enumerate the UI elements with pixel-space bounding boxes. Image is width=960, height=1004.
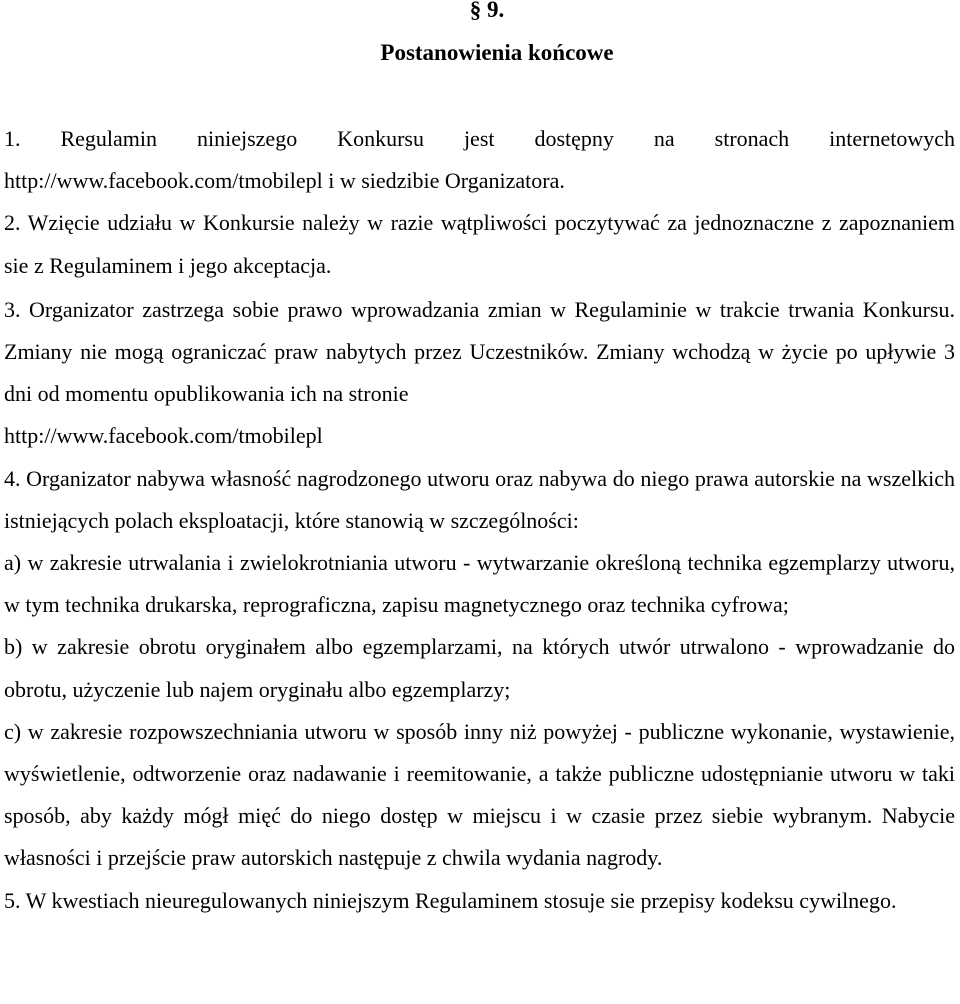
paragraph-4: 4. Organizator nabywa własność nagrodzonego utworu oraz nabywa do niego prawa autorskie na wszelkich istniejących polach eksploatacji, które stanowią w szczególności:: [4, 465, 955, 533]
section-title: Postanowienia końcowe: [380, 40, 614, 65]
section-number: § 9.: [469, 0, 505, 22]
paragraph-1: 1. Regulamin niniejszego Konkursu jest dostępny na stronach internetowych http://www.facebook.com/tmobilepl i w siedzibie Organizatora.: [4, 126, 955, 194]
paragraph-4b: b) w zakresie obrotu oryginałem albo egzemplarzami, na których utwór utrwalono - wprowadzanie do obrotu, użyczenie lub najem oryginału albo egzemplarzy;: [4, 634, 955, 702]
paragraph-3-url: http://www.facebook.com/tmobilepl: [4, 423, 323, 449]
paragraph-5: 5. W kwestiach nieuregulowanych niniejszym Regulaminem stosuje sie przepisy kodeksu cywilnego.: [4, 887, 897, 913]
document-body: [4, 118, 955, 922]
paragraph-2: 2. Wzięcie udziału w Konkursie należy w razie wątpliwości poczytywać za jednoznaczne z zapoznaniem sie z Regulaminem i jego akceptacja.: [4, 210, 955, 278]
paragraph-4c: c) w zakresie rozpowszechniania utworu w sposób inny niż powyżej - publiczne wykonanie, wystawienie, wyświetlenie, odtworzenie oraz nadawanie i reemitowanie, a także publiczne udostępnianie utworu w taki sposób, aby każdy mógł mięć do niego dostęp w miejscu i w czasie przez siebie wybranym. Nabycie własności i przejście praw autorskich następuje z chwila wydania nagrody.: [4, 718, 955, 871]
paragraph-4a: a) w zakresie utrwalania i zwielokrotniania utworu - wytwarzanie określoną technika egzemplarzy utworu, w tym technika drukarska, reprograficzna, zapisu magnetycznego oraz technika cyfrowa;: [4, 550, 955, 618]
paragraph-3: 3. Organizator zastrzega sobie prawo wprowadzania zmian w Regulaminie w trakcie trwania Konkursu. Zmiany nie mogą ograniczać praw nabytych przez Uczestników. Zmiany wchodzą w życie po upływie 3 dni od momentu opublikowania ich na stronie: [4, 296, 955, 407]
